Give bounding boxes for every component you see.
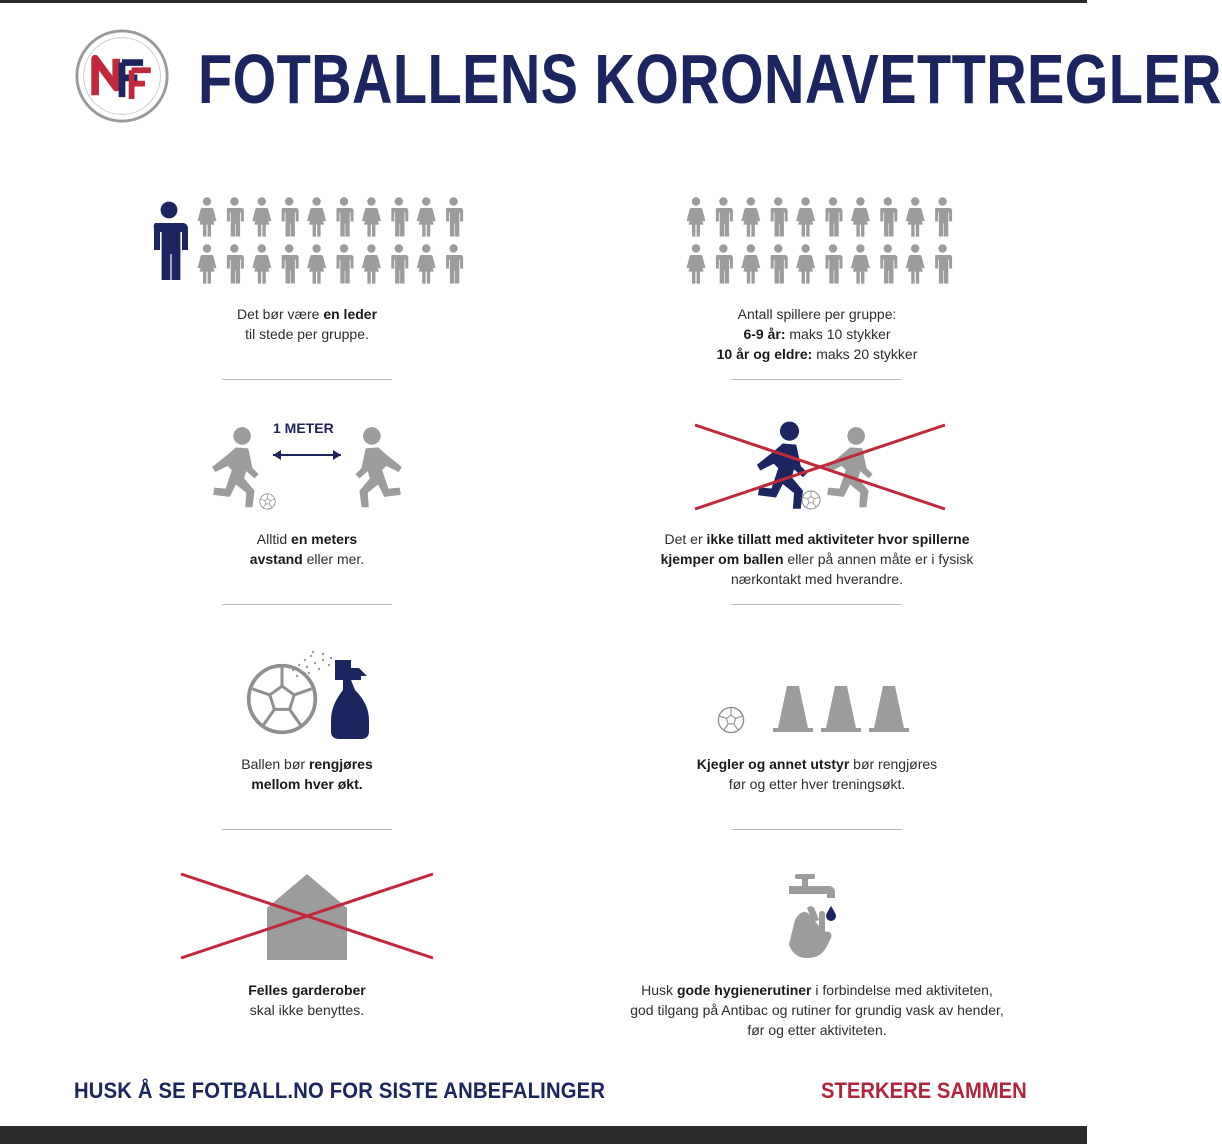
rule-equipment-caption — [587, 754, 1047, 794]
person-icon — [198, 197, 217, 236]
person-icon — [741, 197, 760, 236]
divider — [222, 379, 392, 380]
rule-leader-caption — [77, 304, 537, 344]
person-icon — [906, 244, 925, 283]
person-icon — [825, 244, 842, 283]
person-icon — [716, 197, 733, 236]
top-border — [0, 0, 1087, 3]
no-contact-icon — [691, 417, 949, 517]
person-icon — [307, 244, 326, 283]
player-group-icon — [682, 196, 962, 288]
page-title: FOTBALLENS KORONAVETTREGLER — [198, 40, 1222, 118]
person-icon — [771, 244, 788, 283]
person-icon — [906, 197, 925, 236]
person-icon — [336, 244, 353, 283]
caption-line: mellom hver økt. — [251, 776, 363, 792]
divider — [732, 604, 902, 605]
caption-line: avstand eller mer. — [249, 551, 365, 567]
rule-changing-rooms-caption — [77, 980, 537, 1020]
caption-line: kjemper om ballen eller på annen måte er i fysisk — [660, 551, 974, 567]
person-icon — [935, 244, 952, 283]
caption-line: Ballen bør rengjøres — [241, 756, 373, 772]
leader-and-group-icon — [149, 196, 469, 288]
person-icon — [362, 197, 381, 236]
footer-slogan: STERKERE SAMMEN — [821, 1078, 1027, 1103]
person-icon — [880, 197, 897, 236]
caption-line: 10 år og eldre: maks 20 stykker — [716, 346, 918, 362]
divider — [732, 829, 902, 830]
person-icon — [446, 244, 463, 283]
person-icon — [282, 244, 299, 283]
person-icon — [362, 244, 381, 283]
person-icon — [417, 244, 436, 283]
caption-line: Felles garderober — [248, 982, 366, 998]
rule-equipment — [587, 640, 1047, 800]
rule-hygiene-caption — [587, 980, 1047, 1040]
rule-distance-caption — [77, 529, 537, 569]
divider — [222, 604, 392, 605]
person-icon — [198, 244, 217, 283]
caption-line: Det er ikke tillatt med aktiviteter hvor spillerne — [664, 531, 970, 547]
person-icon — [252, 244, 271, 283]
person-icon — [687, 244, 706, 283]
caption-line: til stede per gruppe. — [245, 326, 369, 342]
divider — [222, 829, 392, 830]
person-icon — [417, 197, 436, 236]
person-icon — [741, 244, 760, 283]
person-icon — [796, 197, 815, 236]
person-icon — [771, 197, 788, 236]
bottom-border — [0, 1126, 1087, 1144]
caption-line: Alltid en meters — [256, 531, 358, 547]
person-icon — [935, 197, 952, 236]
handwash-icon — [785, 868, 855, 964]
distance-label: 1 METER — [273, 420, 334, 436]
caption-line: Kjegler og annet utstyr bør rengjøres — [696, 756, 938, 772]
caption-line: nærkontakt med hverandre. — [731, 571, 903, 587]
person-icon — [796, 244, 815, 283]
rule-players — [587, 190, 1047, 370]
person-icon — [336, 197, 353, 236]
caption-line: god tilgang på Antibac og rutiner for grundig vask av hender, — [630, 1002, 1004, 1018]
caption-line: før og etter aktiviteten. — [747, 1022, 887, 1038]
person-icon — [880, 244, 897, 283]
person-icon — [446, 197, 463, 236]
caption-line: Det bør være en leder — [236, 306, 378, 322]
rule-ball-clean — [77, 640, 537, 800]
distance-players-icon — [207, 420, 407, 520]
rule-distance — [77, 415, 537, 585]
rule-contact-caption — [587, 529, 1047, 589]
rule-ball-clean-caption — [77, 754, 537, 794]
rule-changing-rooms — [77, 866, 537, 1026]
person-icon — [282, 197, 299, 236]
person-icon — [825, 197, 842, 236]
caption-line: før og etter hver treningsøkt. — [728, 776, 906, 792]
caption-line: Antall spillere per gruppe: — [737, 306, 897, 322]
caption-line: skal ikke benyttes. — [249, 1002, 365, 1018]
person-icon — [687, 197, 706, 236]
person-icon — [227, 197, 244, 236]
nff-logo-icon — [74, 28, 170, 124]
caption-line: Husk gode hygienerutiner i forbindelse med aktiviteten, — [641, 982, 993, 998]
rule-hygiene — [587, 866, 1047, 1036]
person-icon — [851, 197, 870, 236]
ball-spray-icon — [243, 640, 375, 740]
person-icon — [391, 244, 408, 283]
divider — [732, 379, 902, 380]
no-changing-room-icon — [177, 868, 437, 964]
person-icon — [851, 244, 870, 283]
person-icon — [716, 244, 733, 283]
footer-recommendation: HUSK Å SE FOTBALL.NO FOR SISTE ANBEFALINGER — [74, 1078, 606, 1103]
rule-leader — [77, 190, 537, 350]
caption-line: 6-9 år: maks 10 stykker — [743, 326, 891, 342]
rule-players-caption — [587, 304, 1047, 364]
person-icon — [227, 244, 244, 283]
person-icon — [307, 197, 326, 236]
cones-ball-icon — [717, 680, 917, 736]
person-icon — [391, 197, 408, 236]
person-icon — [252, 197, 271, 236]
rule-contact — [587, 415, 1047, 595]
